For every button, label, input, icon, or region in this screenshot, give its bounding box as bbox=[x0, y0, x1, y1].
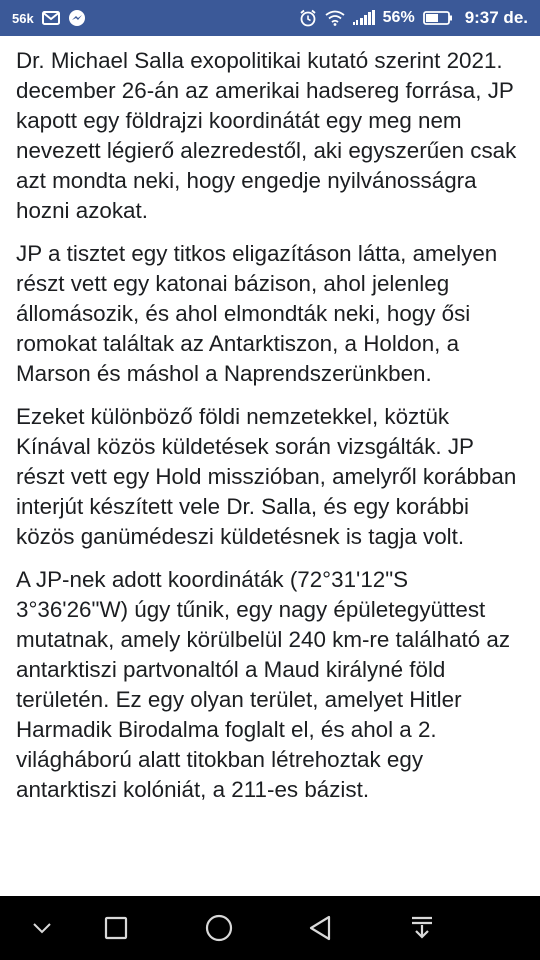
article-paragraph: Dr. Michael Salla exopolitikai kutató szerint 2021. december 26-án az amerikai hadsereg forrása, JP kapott egy földrajzi koordinátát egy meg nem nevezett légierő alezredestől, aki egyszerűen csak azt mondta neki, hogy engedje nyilvánosságra hozni azokat. bbox=[16, 48, 517, 223]
network-speed: 56k bbox=[12, 10, 34, 26]
notification-pull-icon[interactable] bbox=[392, 896, 452, 960]
article-paragraph: A JP-nek adott koordináták (72°31'12"S 3°36'26"W) úgy tűnik, egy nagy épületegyüttest mutatnak, amely körülbelül 240 km-re található az antarktiszi partvonaltól a Maud királyné föld területén. Ez egy olyan terület, amelyet Hitler Harmadik Birodalma foglalt el, és ahol a 2. világháború alatt titokban létrehoztak egy antarktiszi kolóniát, a 211-es bázist. bbox=[16, 567, 511, 802]
messenger-icon bbox=[68, 9, 86, 27]
status-bar-right bbox=[299, 8, 528, 28]
battery-percent: 56% bbox=[382, 9, 415, 26]
back-triangle-icon[interactable] bbox=[290, 896, 350, 960]
home-circle-icon[interactable] bbox=[189, 896, 249, 960]
article-scroll-area[interactable] bbox=[0, 36, 540, 896]
battery-icon bbox=[423, 10, 453, 26]
status-bar-left bbox=[12, 9, 86, 27]
article-paragraph: JP a tisztet egy titkos eligazításon látta, amelyen részt vett egy katonai bázison, ahol jelenleg állomásozik, és ahol elmondták neki, hogy ősi romokat találtak az Antarktiszon, a Holdon, a Marson és máshol a Naprendszerünkben. bbox=[16, 241, 498, 386]
article-paragraph: Ezeket különböző földi nemzetekkel, köztük Kínával közös küldetések során vizsgálták. JP részt vett egy Hold misszióban, amelyről korábban interjút készített vele Dr. Salla, és egy korábbi közös ganümédeszi küldetésnek is tagja volt. bbox=[16, 404, 517, 549]
status-bar bbox=[0, 0, 540, 36]
alarm-icon bbox=[299, 9, 317, 27]
article-body bbox=[0, 36, 540, 805]
navigation-bar bbox=[0, 896, 540, 960]
wifi-icon bbox=[325, 10, 345, 26]
recents-square-icon[interactable] bbox=[86, 896, 146, 960]
cell-signal-icon bbox=[353, 10, 375, 26]
chevron-down-icon[interactable] bbox=[12, 896, 72, 960]
clock: 9:37 de. bbox=[464, 8, 528, 27]
clipped-text-fragment bbox=[16, 36, 56, 40]
gmail-icon bbox=[42, 11, 60, 25]
